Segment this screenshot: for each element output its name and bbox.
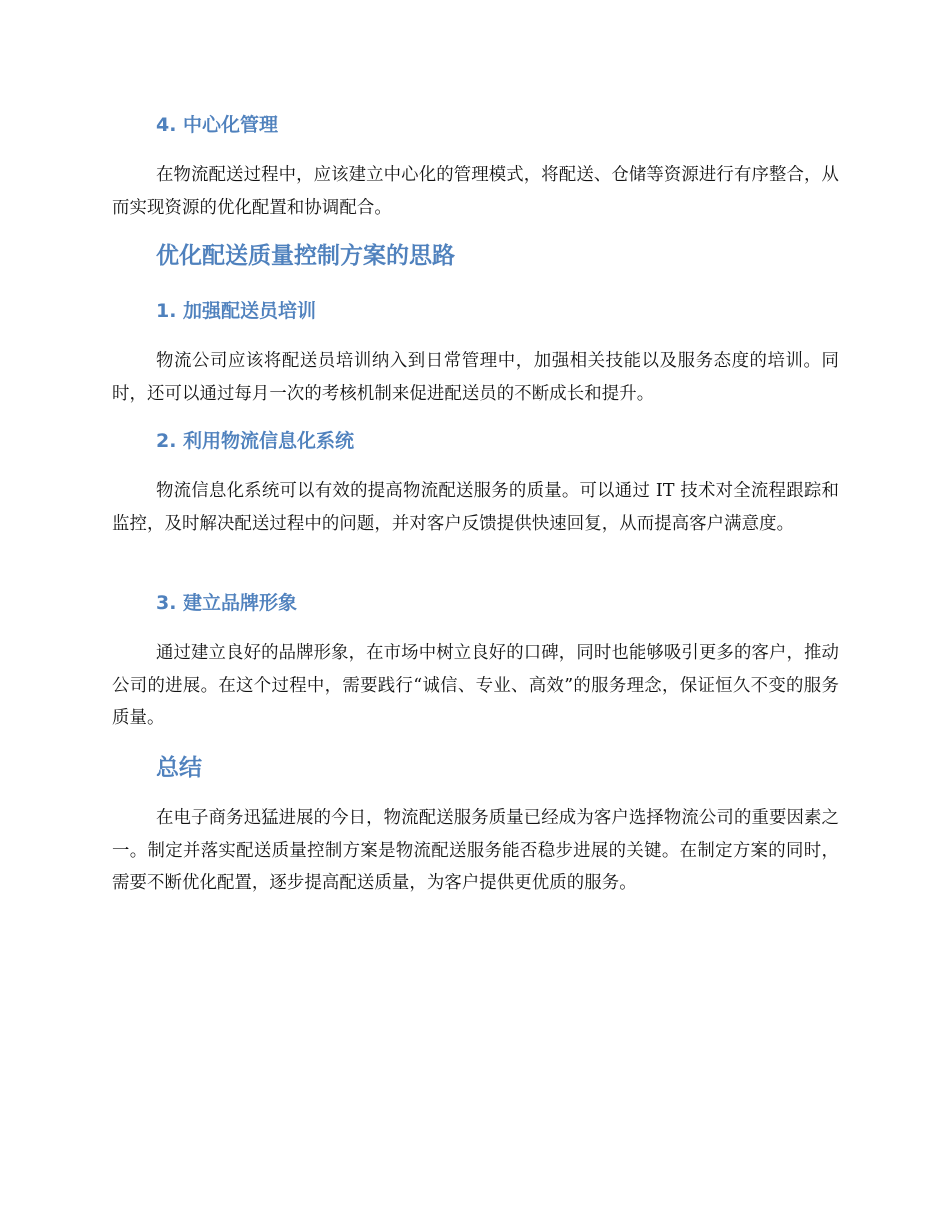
section-paragraph-block (112, 637, 839, 735)
section-heading: 1. 加强配送员培训 (156, 300, 317, 322)
chapter-title: 优化配送质量控制方案的思路 (156, 243, 455, 269)
section-paragraph-block (112, 345, 839, 410)
section-paragraph: 在电子商务迅猛进展的今日，物流配送服务质量已经成为客户选择物流公司的重要因素之一。制定并落实配送质量控制方案是物流配送服务能否稳步进展的关键。在制定方案的同时，需要不断优化配置，逐步提高配送质量，为客户提供更优质的服务。 (112, 808, 839, 893)
section-heading: 2. 利用物流信息化系统 (156, 430, 355, 452)
section-paragraph: 物流公司应该将配送员培训纳入到日常管理中，加强相关技能以及服务态度的培训。同时，还可以通过每月一次的考核机制来促进配送员的不断成长和提升。 (112, 351, 839, 404)
section-heading: 3. 建立品牌形象 (156, 592, 298, 614)
document-page (112, 0, 839, 1230)
chapter-optimization-ideas (112, 240, 839, 272)
section-paragraph-block (112, 475, 839, 540)
section-paragraph-block (112, 802, 839, 900)
section-training (112, 297, 839, 325)
chapter-title: 总结 (156, 755, 202, 781)
section-paragraph: 在物流配送过程中，应该建立中心化的管理模式，将配送、仓储等资源进行有序整合，从而实现资源的优化配置和协调配合。 (112, 165, 839, 218)
section-paragraph: 物流信息化系统可以有效的提高物流配送服务的质量。可以通过 IT 技术对全流程跟踪和监控，及时解决配送过程中的问题，并对客户反馈提供快速回复，从而提高客户满意度。 (112, 481, 839, 534)
section-brand-image (112, 589, 839, 617)
section-paragraph: 通过建立良好的品牌形象，在市场中树立良好的口碑，同时也能够吸引更多的客户，推动公司的进展。在这个过程中，需要践行“诚信、专业、高效”的服务理念，保证恒久不变的服务质量。 (112, 643, 839, 728)
section-info-system (112, 427, 839, 455)
chapter-summary (112, 752, 839, 784)
section-paragraph-block (112, 159, 839, 224)
section-centralized-management (112, 111, 839, 139)
section-heading: 4. 中心化管理 (156, 114, 279, 136)
